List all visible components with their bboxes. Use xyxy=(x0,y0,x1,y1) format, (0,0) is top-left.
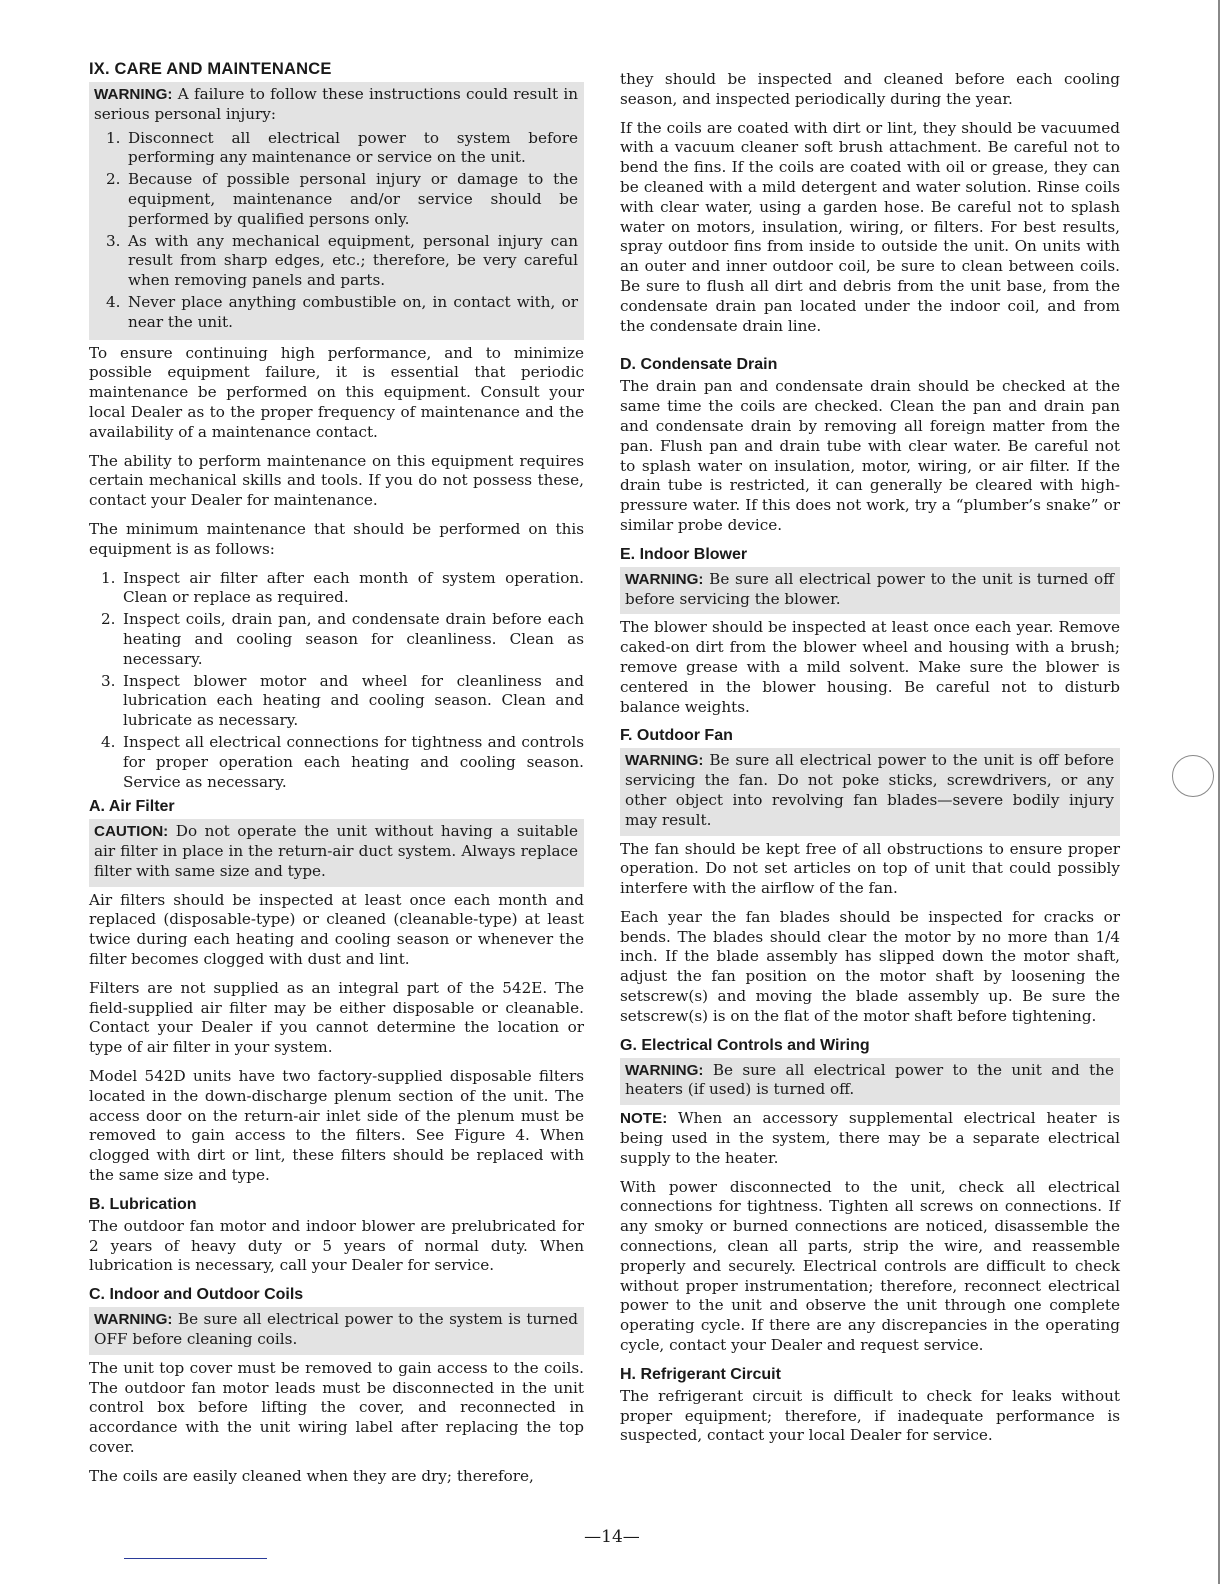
list-number: 4. xyxy=(101,732,116,751)
list-number: 2. xyxy=(106,170,121,189)
warning-main-box xyxy=(89,82,584,340)
paragraph: Filters are not supplied as an integral part of the 542E. The field-supplied air filter may be either disposable or cleanable. Contact your Dealer if you cannot determine the location or type of air filter in your system. xyxy=(89,978,584,1057)
warning-box xyxy=(620,567,1120,615)
warning-label: WARNING: xyxy=(625,570,704,588)
list-item xyxy=(94,170,578,229)
intro-paragraph: The ability to perform maintenance on this equipment requires certain mechanical skills and tools. If you do not possess these, contact your Dealer for maintenance. xyxy=(89,451,584,510)
warning-text: Be sure all electrical power to the unit is turned off before servicing the blower. xyxy=(625,569,1114,608)
paragraph: With power disconnected to the unit, check all electrical connections for tightness. Tighten all screws on connections. If any smoky or burned connections are noticed, disassemble the connections, clean all parts, strip the wire, and reassemble properly and securely. Electrical controls are difficult to check without proper instrumentation; therefore, reconnect electrical power to the unit and observe the unit through one complete operating cycle. If there are any discrepancies in the operating cycle, contact your Dealer and request service. xyxy=(620,1177,1120,1355)
heading-indoor-blower: E. Indoor Blower xyxy=(620,545,748,563)
paragraph: If the coils are coated with dirt or lint, they should be vacuumed with a vacuum cleaner soft brush attachment. Be careful not to bend the fins. If the coils are coated with oil or grease, they can be cleaned with a mild detergent and water solution. Rinse coils with clear water, using a garden hose. Be careful not to splash water on motors, insulation, wiring, or filters. For best results, spray outdoor fins from inside to outside the unit. On units with an outer and inner outdoor coil, be sure to clean between coils. Be sure to flush all dirt and debris from the unit base, from the condensate drain pan located under the indoor coil, and from the condensate drain line. xyxy=(620,118,1120,335)
list-item xyxy=(89,672,584,731)
section-title: IX. CARE AND MAINTENANCE xyxy=(89,60,332,78)
warning-text: Be sure all electrical power to the unit and the heaters (if used) is turned off. xyxy=(625,1060,1114,1099)
warning-text: Be sure all electrical power to the unit is off before servicing the fan. Do not poke sticks, screwdrivers, or any other object into revolving fan blades—severe bodily injury may result. xyxy=(625,751,1114,829)
paragraph: Air filters should be inspected at least once each month and replaced (disposable-type) or cleaned (cleanable-type) at least twice during each heating and cooling season or whenever the filter becomes clogged with dust and lint. xyxy=(89,890,584,969)
list-item xyxy=(89,733,584,792)
heading-lubrication: B. Lubrication xyxy=(89,1195,197,1213)
warning-box xyxy=(620,1058,1120,1106)
warning-text: Be sure all electrical power to the system is turned OFF before cleaning coils. xyxy=(94,1310,578,1349)
caution-label: CAUTION: xyxy=(94,823,169,841)
warning-box xyxy=(89,1307,584,1355)
warning-text: A failure to follow these instructions could result in serious personal injury: xyxy=(94,85,578,123)
list-item xyxy=(94,129,578,169)
paragraph: The fan should be kept free of all obstructions to ensure proper operation. Do not set articles on top of unit that could possibly interfere with the airflow of the fan. xyxy=(620,839,1120,898)
list-text: Inspect all electrical connections for tightness and controls for proper operation each heating and cooling season. Service as necessary. xyxy=(123,732,584,791)
paragraph: The coils are easily cleaned when they are dry; therefore, xyxy=(89,1466,534,1485)
warning-label: WARNING: xyxy=(94,86,173,103)
right-column xyxy=(620,70,1120,1455)
paragraph: they should be inspected and cleaned before each cooling season, and inspected periodically during the year. xyxy=(620,70,1120,108)
heading-condensate-drain: D. Condensate Drain xyxy=(620,356,778,374)
heading-outdoor-fan: F. Outdoor Fan xyxy=(620,727,733,745)
punch-hole-mark xyxy=(1172,755,1214,797)
list-item xyxy=(94,293,578,333)
heading-refrigerant: H. Refrigerant Circuit xyxy=(620,1365,781,1383)
page-number: —14— xyxy=(584,1527,640,1547)
list-text: Inspect air filter after each month of system operation. Clean or replace as required. xyxy=(123,568,584,607)
maintenance-list xyxy=(89,569,584,793)
list-item xyxy=(94,232,578,291)
list-number: 4. xyxy=(106,292,121,311)
warning-list xyxy=(94,129,578,333)
paragraph: The outdoor fan motor and indoor blower are prelubricated for 2 years of heavy duty or 5 years of normal duty. When lubrication is necessary, call your Dealer for service. xyxy=(89,1216,584,1275)
note-label: NOTE: xyxy=(620,1110,668,1128)
paragraph: Each year the fan blades should be inspected for cracks or bends. The blades should clear the motor by no more than 1/4 inch. If the blade assembly has slipped down the motor shaft, adjust the fan position on the motor shaft by loosening the setscrew(s) and moving the blade assembly up. Be sure the setscrew(s) is on the flat of the motor shaft before tightening. xyxy=(620,907,1120,1025)
list-number: 1. xyxy=(106,128,121,147)
list-item xyxy=(89,610,584,669)
list-text: Because of possible personal injury or damage to the equipment, maintenance and/or service should be performed by qualified persons only. xyxy=(128,170,578,228)
bottom-rule xyxy=(124,1558,267,1559)
warning-label: WARNING: xyxy=(625,1061,704,1079)
intro-paragraph: The minimum maintenance that should be performed on this equipment is as follows: xyxy=(89,519,584,558)
note-text: When an accessory supplemental electrical heater is being used in the system, there may be a separate electrical supply to the heater. xyxy=(620,1109,1120,1167)
list-text: Disconnect all electrical power to system before performing any maintenance or service on the unit. xyxy=(128,128,578,167)
list-number: 3. xyxy=(101,671,116,690)
paragraph: Model 542D units have two factory-supplied disposable filters located in the down-discharge plenum section of the unit. The access door on the return-air inlet side of the plenum must be removed to gain access to the filters. See Figure 4. When clogged with dirt or lint, these filters should be replaced with the same size and type. xyxy=(89,1067,584,1185)
left-column xyxy=(89,60,584,1496)
caution-box xyxy=(89,819,584,886)
warning-label: WARNING: xyxy=(94,1311,173,1329)
paragraph: The refrigerant circuit is difficult to check for leaks without proper equipment; therefore, if inadequate performance is suspected, contact your local Dealer for service. xyxy=(620,1386,1120,1445)
list-text: Inspect blower motor and wheel for cleanliness and lubrication each heating and cooling season. Clean and lubricate as necessary. xyxy=(123,671,584,730)
list-number: 2. xyxy=(101,610,116,629)
scan-edge xyxy=(1218,0,1220,1584)
warning-label: WARNING: xyxy=(625,752,704,770)
caution-text: Do not operate the unit without having a suitable air filter in place in the return-air duct system. Always replace filter with same size and type. xyxy=(94,822,578,880)
heading-coils: C. Indoor and Outdoor Coils xyxy=(89,1286,304,1304)
paragraph: The drain pan and condensate drain should be checked at the same time the coils are checked. Clean the pan and drain pan and condensate drain by removing all foreign matter from the pan. Flush pan and drain tube with clear water. Be careful not to splash water on insulation, motor, wiring, or air filter. If the drain tube is restricted, it can generally be cleared with high-pressure water. If this does not work, try a “plumber’s snake” or similar probe device. xyxy=(620,377,1120,534)
note-paragraph xyxy=(620,1109,1120,1168)
list-item xyxy=(89,569,584,609)
warning-box xyxy=(620,748,1120,835)
heading-electrical: G. Electrical Controls and Wiring xyxy=(620,1036,870,1054)
list-number: 3. xyxy=(106,231,121,250)
list-text: Inspect coils, drain pan, and condensate drain before each heating and cooling season for cleanliness. Clean as necessary. xyxy=(123,610,584,668)
intro-paragraph: To ensure continuing high performance, and to minimize possible equipment failure, it is essential that periodic maintenance be performed on this equipment. Consult your local Dealer as to the proper frequency of maintenance and the availability of a maintenance contact. xyxy=(89,343,584,441)
heading-air-filter: A. Air Filter xyxy=(89,798,175,816)
list-text: Never place anything combustible on, in contact with, or near the unit. xyxy=(128,292,578,331)
list-text: As with any mechanical equipment, personal injury can result from sharp edges, etc.; therefore, be very careful when removing panels and parts. xyxy=(128,231,578,290)
paragraph: The unit top cover must be removed to gain access to the coils. The outdoor fan motor leads must be disconnected in the unit control box before lifting the cover, and reconnected in accordance with the unit wiring label after replacing the top cover. xyxy=(89,1358,584,1457)
list-number: 1. xyxy=(101,568,116,587)
paragraph: The blower should be inspected at least once each year. Remove caked-on dirt from the blower wheel and housing with a brush; remove grease with a mild solvent. Make sure the blower is centered in the blower housing. Be careful not to disturb balance weights. xyxy=(620,618,1120,716)
